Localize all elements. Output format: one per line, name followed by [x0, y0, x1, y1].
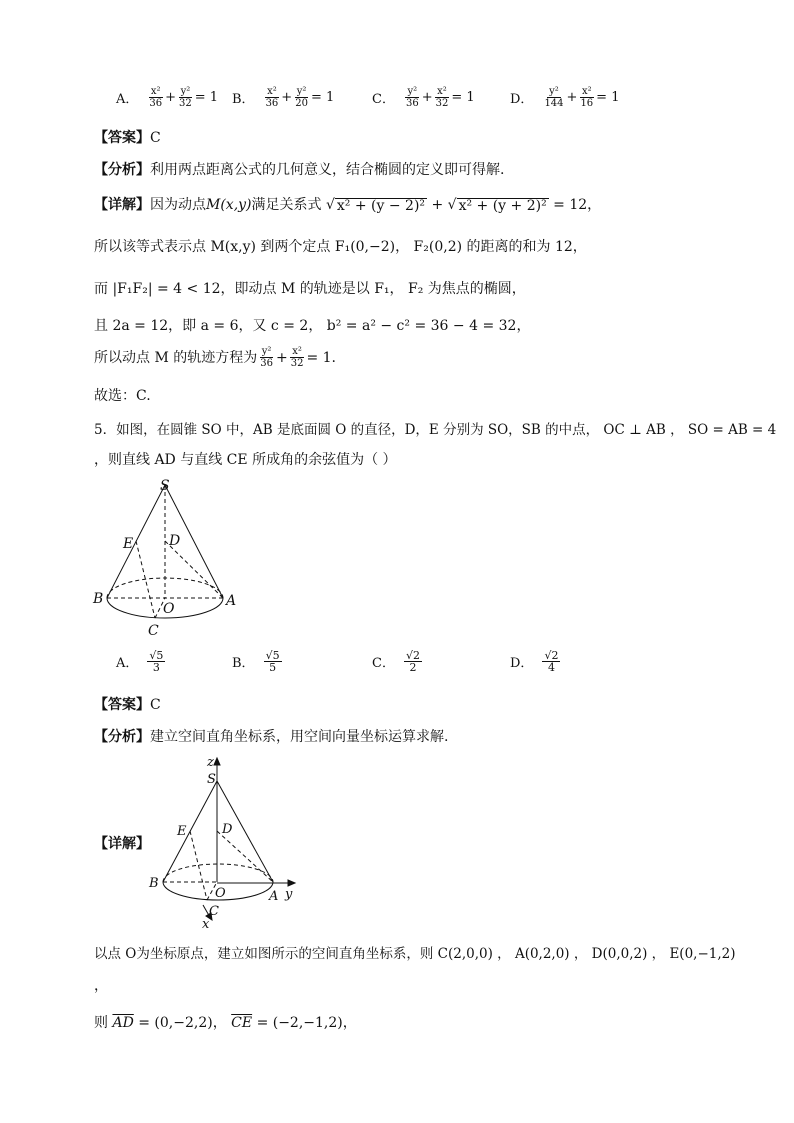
q4-analysis: 【分析】利用两点距离公式的几何意义，结合椭圆的定义即可得解.: [94, 162, 505, 178]
fig2-label-s: S: [207, 772, 216, 787]
q4-conclusion: 故选：C.: [94, 388, 151, 404]
q4-option-a: A． $\frac{\text{x²}}{36}$ + $\frac{\text{y²}}{32}$ = 1: [116, 86, 219, 109]
q4-detail-line-4: 且 2a = 12，即 a = 6，又 c = 2， b² = a² − c² = 36 − 4 = 32，: [94, 318, 531, 334]
fig2-label-d: D: [222, 822, 233, 837]
q5-option-b: B． $\frac{√5}{5}$: [232, 649, 280, 674]
fig1-label-o: O: [163, 601, 175, 617]
q4-answer: 【答案】C: [94, 130, 161, 146]
fig2-label-x: x: [202, 917, 210, 930]
q5-detail-line-1: 以点 O为坐标原点，建立如图所示的空间直角坐标系，则 C(2,0,0) ， A(0,2,0) ， D(0,0,2) ， E(0,−1,2): [94, 946, 736, 962]
base2-back-arc: [163, 864, 273, 882]
q4-detail-line-2: 所以该等式表示点 M(x,y) 到两个定点 F₁(0,−2)， F₂(0,2) 的距离的和为 12，: [94, 239, 587, 255]
q5-option-d: D． $\frac{√2}{4}$: [510, 649, 559, 674]
q5-detail-tag: 【详解】: [94, 836, 150, 852]
fig2-label-y: y: [285, 887, 293, 902]
fig2-label-c: C: [209, 904, 219, 919]
fig2-label-o: O: [215, 886, 226, 901]
q4-detail-line-5: 所以动点 M 的轨迹方程为 $\frac{\text{y²}}{36}$ + $\frac{\text{x²}}{32}$ = 1.: [94, 346, 336, 369]
z-axis-arrow-icon: [214, 758, 220, 765]
vector-ce: $\overline{CE}$: [231, 1015, 253, 1031]
fig2-label-e: E: [177, 824, 187, 839]
cone-figure: [90, 475, 250, 640]
segment2-ec: [190, 831, 207, 900]
fig2-label-a: A: [269, 889, 279, 904]
y-axis-arrow-icon: [288, 880, 295, 886]
fig1-label-d: D: [169, 533, 181, 549]
fig1-label-s: S: [160, 478, 170, 494]
fig1-label-e: E: [123, 536, 134, 552]
fig1-label-b: B: [93, 591, 104, 607]
q5-option-a: A． $\frac{√5}{3}$: [116, 649, 164, 674]
sqrt-term-1: √ x² + (y − 2)²: [325, 197, 426, 214]
q4-detail-line-1: 【详解】因为动点M(x,y)满足关系式 √ x² + (y − 2)² + √ x² + (y + 2)² = 12，: [94, 197, 602, 214]
vector-ad: $\overline{AD}$: [112, 1015, 134, 1031]
q5-detail-line-3: 则 $\overline{AD} = (0,-2,2)$， $\overline{CE} = (-2,-1,2)$，: [94, 1015, 357, 1031]
q4-option-c: C． $\frac{\text{y²}}{36}$ + $\frac{\text{x²}}{32}$ = 1: [372, 86, 475, 109]
q4-option-b: B． $\frac{\text{x²}}{36}$ + $\frac{\text{y²}}{20}$ = 1: [232, 86, 335, 109]
q5-stem-line-1: 5．如图，在圆锥 SO 中，AB 是底面圆 O 的直径，D，E 分别为 SO，SB 的中点， OC ⊥ AB ， SO = AB = 4: [94, 422, 777, 438]
q4-option-d: D． $\frac{\text{y²}}{144}$ + $\frac{\text{x²}}{16}$ = 1: [510, 86, 620, 109]
cone-axes-figure: [145, 755, 315, 930]
fig2-label-z: z: [207, 755, 214, 770]
q5-option-c: C． $\frac{√2}{2}$: [372, 649, 420, 674]
sqrt-term-2: √ x² + (y + 2)²: [447, 197, 547, 214]
q5-detail-line-2: ，: [94, 978, 108, 994]
segment2-ad: [217, 831, 273, 882]
segment-ad: [165, 541, 223, 598]
q5-stem-line-2: ，则直线 AD 与直线 CE 所成角的余弦值为（ ）: [94, 452, 397, 468]
fig1-label-a: A: [226, 593, 237, 609]
q5-answer: 【答案】C: [94, 697, 161, 713]
q5-analysis: 【分析】建立空间直角坐标系，用空间向量坐标运算求解.: [94, 729, 449, 745]
fig2-label-b: B: [149, 876, 159, 891]
q4-detail-line-3: 而 |F₁F₂| = 4 < 12，即动点 M 的轨迹是以 F₁， F₂ 为焦点的椭圆，: [94, 281, 526, 297]
fig1-label-c: C: [148, 623, 159, 639]
